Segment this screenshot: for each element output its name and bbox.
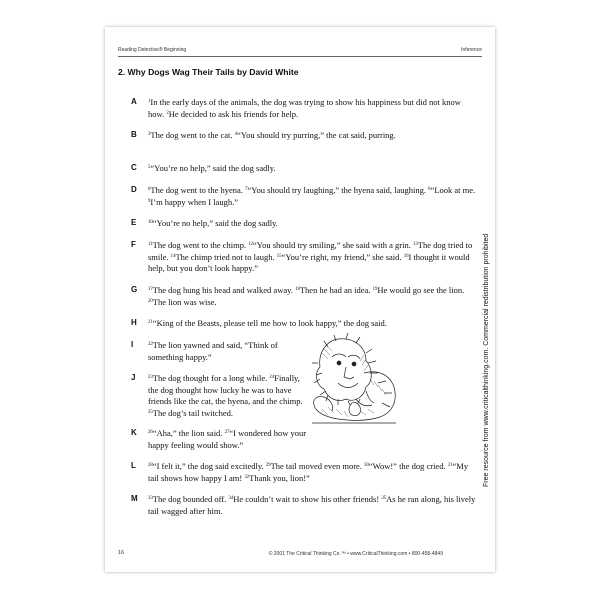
sentence-text: “You’re right, my friend,” she said.: [281, 251, 404, 262]
sentence-text: Thank you, lion!”: [249, 472, 310, 483]
sentence-text: The dog went to the cat.: [150, 130, 235, 140]
sentence-number: 13: [412, 242, 418, 247]
sentence-number: 1: [148, 99, 151, 104]
sentence-number: 18: [295, 287, 300, 292]
paragraph-text: [148, 240, 476, 275]
sentence-text: “Look at me.: [430, 185, 476, 195]
sentence-number: 24: [269, 375, 275, 380]
paragraph-g: [118, 285, 476, 308]
paragraph-k: [118, 428, 310, 451]
paragraph-text: [148, 218, 476, 230]
sentence-text: “You should try laughing,” the hyena said, laughing.: [247, 185, 429, 195]
paragraph-j: [118, 373, 310, 419]
paragraph-letter: F: [131, 240, 136, 249]
worksheet-page: [105, 27, 495, 572]
sentence-text: The tail moved even more.: [270, 461, 365, 471]
paragraph-text: [148, 428, 310, 451]
sentence-number: 32: [244, 474, 250, 480]
paragraph-letter: K: [131, 428, 137, 437]
sentence-text: The lion yawned and said, “Think of something happy.”: [148, 340, 278, 362]
paragraph-text: [148, 461, 476, 484]
sentence-number: 4: [234, 132, 238, 137]
paragraph-d: [118, 185, 476, 208]
sentence-number: 11: [148, 242, 153, 247]
paragraph-text: [148, 318, 476, 330]
paragraph-h: [118, 318, 476, 330]
sentence-number: 31: [447, 463, 453, 468]
sentence-number: 6: [148, 187, 151, 192]
paragraph-text: [148, 163, 476, 175]
sentence-number: 8: [428, 187, 431, 192]
sentence-number: 21: [148, 320, 153, 325]
sentence-number: 5: [148, 165, 151, 170]
paragraph-text: [148, 340, 308, 363]
sentence-text: I thought it would help, but you don’t look happy.”: [148, 251, 470, 273]
sentence-text: Then he had an idea.: [299, 285, 373, 295]
section-label: Inference: [461, 47, 482, 53]
sentence-text: “You should try smiling,” she said with a grin.: [253, 240, 413, 250]
copyright-line: © 2001 The Critical Thinking Co.™ • www.CriticalThinking.com • 800-458-4849: [268, 551, 443, 557]
lion-illustration: [308, 333, 400, 428]
sentence-number: 9: [148, 198, 151, 204]
page-number: 16: [118, 550, 125, 556]
sentence-number: 19: [372, 287, 378, 292]
paragraph-text: [148, 130, 476, 142]
paragraph-text: [148, 373, 310, 419]
sentence-text: I’m happy when I laugh.”: [150, 196, 238, 207]
sentence-number: 28: [148, 463, 153, 468]
sentence-text: The dog went to the chimp.: [152, 240, 249, 250]
paragraph-letter: G: [131, 285, 138, 294]
sentence-number: 26: [148, 430, 153, 435]
sentence-text: “You should try purring,” the cat said, purring.: [237, 130, 396, 140]
sentence-text: The dog’s tail twitched.: [152, 407, 234, 418]
sentence-number: 22: [148, 342, 153, 347]
paragraph-letter: H: [131, 318, 137, 327]
sentence-text: “I wondered how your happy feeling would show.”: [148, 428, 307, 450]
book-title: Reading Detective® Beginning: [118, 47, 187, 53]
paragraph-text: [148, 185, 476, 208]
sentence-number: 29: [265, 463, 271, 468]
sentence-text: “You’re no help,” said the dog sadly.: [150, 163, 276, 173]
sentence-number: 25: [148, 409, 153, 415]
sentence-number: 34: [228, 496, 234, 501]
sentence-text: “You’re no help,” said the dog sadly.: [152, 218, 278, 228]
paragraph-letter: D: [131, 185, 137, 194]
paragraph-i: [118, 340, 308, 363]
sentence-number: 33: [148, 496, 153, 501]
story-title: 2. Why Dogs Wag Their Tails by David White: [118, 67, 299, 77]
sentence-number: 10: [148, 220, 153, 225]
paragraph-letter: J: [131, 373, 136, 382]
sentence-number: 20: [148, 298, 153, 304]
sentence-number: 15: [276, 253, 282, 259]
sentence-number: 17: [148, 287, 153, 292]
sentence-number: 16: [403, 253, 409, 259]
paragraph-l: [118, 461, 476, 484]
paragraph-a: [118, 97, 476, 120]
sentence-text: The lion was wise.: [152, 296, 217, 307]
sentence-text: In the early days of the animals, the dog was trying to show his happiness but did not know how.: [148, 97, 461, 119]
sentence-text: “Wow!” the dog cried.: [368, 461, 448, 471]
paragraph-b: [118, 130, 476, 142]
sentence-text: The dog bounded off.: [152, 494, 229, 504]
paragraph-text: [148, 285, 476, 308]
sentence-number: 3: [148, 132, 151, 137]
sentence-text: “King of the Beasts, please tell me how to look happy,” the dog said.: [152, 318, 387, 328]
header-divider: [118, 56, 482, 57]
sentence-number: 14: [170, 253, 176, 259]
paragraph-c: [118, 163, 476, 175]
sentence-text: Finally, the dog thought how lucky he was to have friends like the cat, the hyena, and the chimp.: [148, 373, 303, 406]
sentence-text: The dog thought for a long while.: [152, 373, 270, 383]
sentence-text: “I felt it,” the dog said excitedly.: [152, 461, 266, 471]
side-note: Free resource from www.criticalthinking.com. Commercial redistribution prohibited: [483, 233, 490, 487]
sentence-text: The dog tried to smile.: [148, 240, 473, 262]
paragraph-letter: C: [131, 163, 137, 172]
paragraph-letter: B: [131, 130, 137, 139]
paragraph-f: [118, 240, 476, 275]
sentence-text: The dog went to the hyena.: [150, 185, 246, 195]
sentence-text: “Aha,” the lion said.: [152, 428, 225, 438]
sentence-text: He couldn’t wait to show his other friends!: [233, 494, 382, 504]
sentence-text: He decided to ask his friends for help.: [168, 108, 299, 119]
sentence-text: He would go see the lion.: [377, 285, 465, 295]
paragraph-letter: L: [131, 461, 136, 470]
sentence-text: The dog hung his head and walked away.: [152, 285, 296, 295]
sentence-number: 12: [248, 242, 254, 247]
paragraph-m: [118, 494, 476, 517]
sentence-number: 23: [148, 375, 153, 380]
sentence-number: 7: [245, 187, 248, 192]
paragraph-text: [148, 494, 476, 517]
paragraph-text: [148, 97, 476, 120]
sentence-number: 27: [224, 430, 230, 435]
sentence-text: As he ran along, his lively tail wagged after him.: [148, 494, 476, 516]
paragraph-letter: A: [131, 97, 137, 106]
paragraph-letter: I: [131, 340, 134, 349]
paragraph-letter: M: [131, 494, 138, 503]
sentence-number: 30: [364, 463, 369, 468]
paragraph-e: [118, 218, 476, 230]
paragraph-letter: E: [131, 218, 137, 227]
sentence-number: 2: [166, 110, 169, 116]
sentence-text: “My tail shows how happy I am!: [148, 461, 469, 483]
sentence-text: The chimp tried not to laugh.: [175, 251, 277, 262]
sentence-number: 35: [381, 496, 387, 501]
